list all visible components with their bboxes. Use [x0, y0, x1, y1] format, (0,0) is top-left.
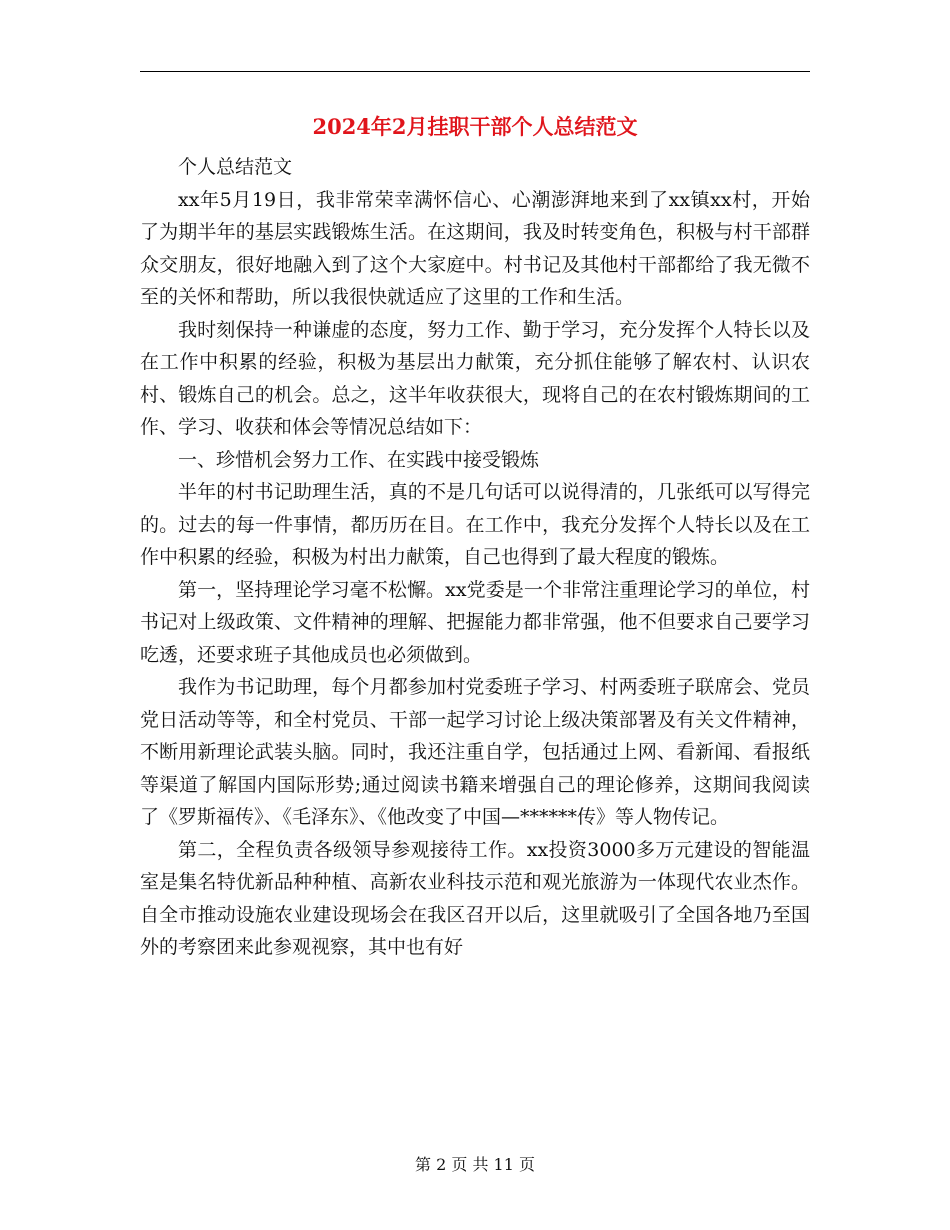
header-rule: [140, 71, 810, 72]
paragraph: 我作为书记助理，每个月都参加村党委班子学习、村两委班子联席会、党员党日活动等等，和全村党员、干部一起学习讨论上级决策部署及有关文件精神，不断用新理论武装头脑。同时，我还注重自学，包括通过上网、看新闻、看报纸等渠道了解国内国际形势;通过阅读书籍来增强自己的理论修养，这期间我阅读了《罗斯福传》、《毛泽东》、《他改变了中国—******传》等人物传记。: [140, 676, 810, 828]
paragraph: 第二，全程负责各级领导参观接待工作。xx投资3000多万元建设的智能温室是集名特优新品种种植、高新农业科技示范和观光旅游为一体现代农业杰作。自全市推动设施农业建设现场会在我区召开以后，这里就吸引了全国各地乃至国外的考察团来此参观视察，其中也有好: [140, 838, 810, 958]
document-body: [140, 151, 810, 964]
paragraph: 半年的村书记助理生活，真的不是几句话可以说得清的，几张纸可以写得完的。过去的每一件事情，都历历在目。在工作中，我充分发挥个人特长以及在工作中积累的经验，积极为村出力献策，自己也得到了最大程度的锻炼。: [140, 481, 810, 568]
section-heading: 一、珍惜机会努力工作、在实践中接受锻炼: [178, 448, 540, 471]
paragraph: 个人总结范文: [178, 156, 293, 178]
paragraph: 我时刻保持一种谦虚的态度，努力工作、勤于学习，充分发挥个人特长以及在工作中积累的经验，积极为基层出力献策，充分抓住能够了解农村、认识农村、锻炼自己的机会。总之，这半年收获很大，现将自己的在农村锻炼期间的工作、学习、收获和体会等情况总结如下：: [140, 318, 810, 438]
document-title: 2024年2月挂职干部个人总结范文: [312, 114, 638, 139]
page-number-footer: 第 2 页 共 11 页: [415, 1155, 535, 1174]
paragraph: xx年5月19日，我非常荣幸满怀信心、心潮澎湃地来到了xx镇xx村，开始了为期半年的基层实践锻炼生活。在这期间，我及时转变角色，积极与村干部群众交朋友，很好地融入到了这个大家庭中。村书记及其他村干部都给了我无微不至的关怀和帮助，所以我很快就适应了这里的工作和生活。: [140, 188, 810, 308]
paragraph: 第一，坚持理论学习毫不松懈。xx党委是一个非常注重理论学习的单位，村书记对上级政策、文件精神的理解、把握能力都非常强，他不但要求自己要学习吃透，还要求班子其他成员也必须做到。: [140, 578, 810, 666]
